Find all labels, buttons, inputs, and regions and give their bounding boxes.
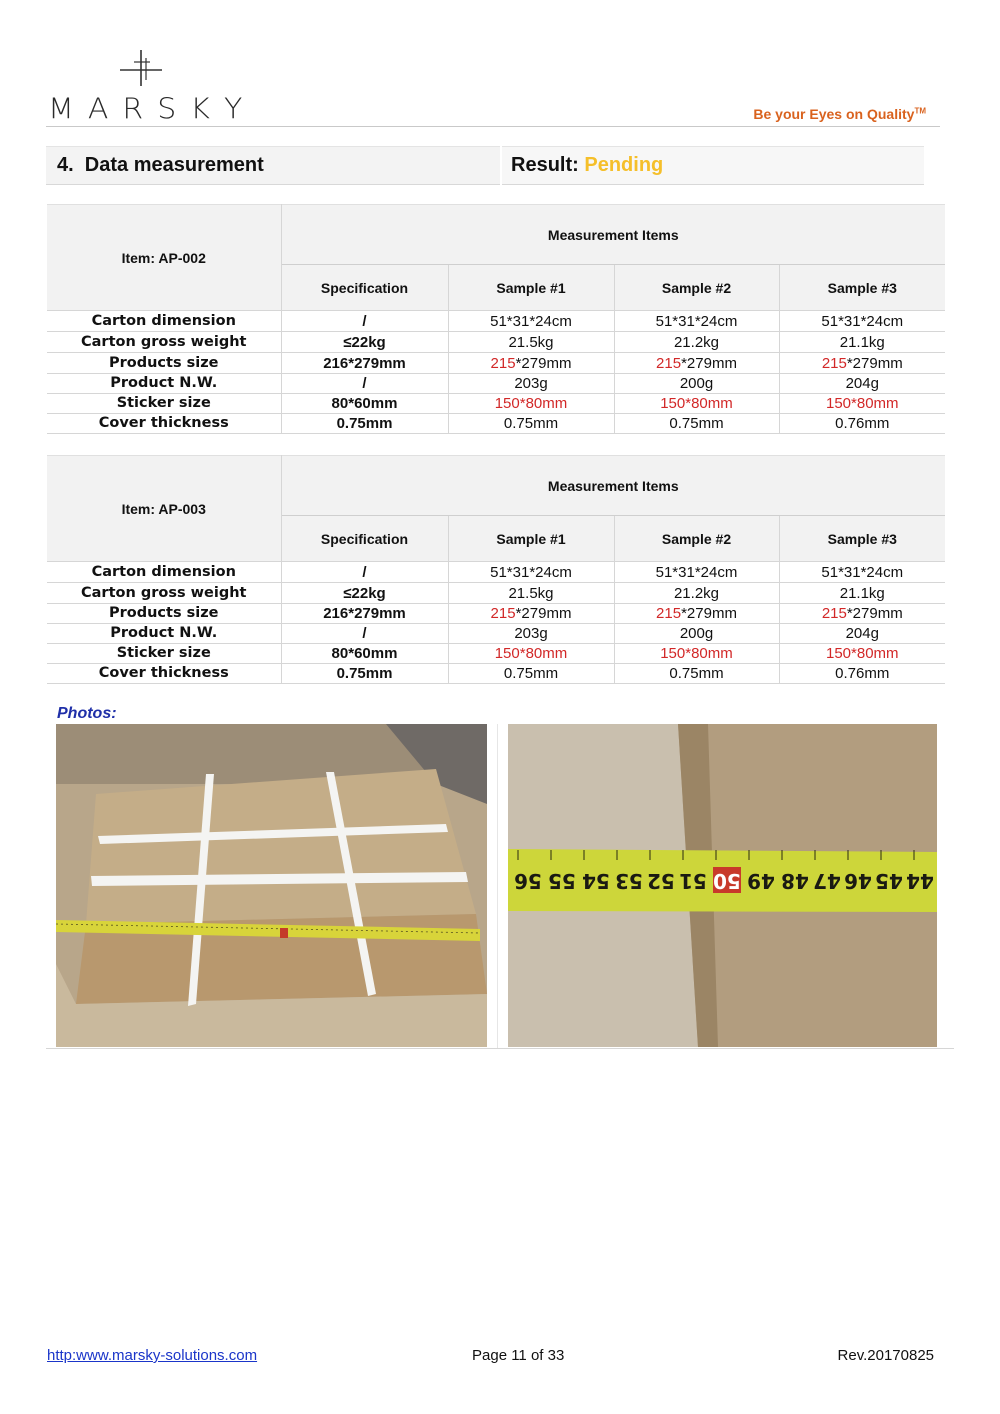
tape-number: 48	[781, 869, 809, 893]
table-row	[47, 332, 945, 353]
value-rest: *279mm	[681, 354, 737, 372]
sample-cell: 51*31*24cm	[614, 562, 779, 583]
row-label: Cover thickness	[47, 664, 281, 684]
sample-cell: 0.75mm	[448, 664, 614, 684]
sample-cell: 203g	[448, 624, 614, 644]
tape-number: 55	[548, 869, 576, 893]
sample-cell: 21.2kg	[614, 332, 779, 353]
sample-cell: 150*80mm	[779, 394, 945, 414]
spec-cell: 80*60mm	[281, 394, 448, 414]
spec-cell: 0.75mm	[281, 664, 448, 684]
out-of-spec-value: 215	[490, 605, 516, 622]
column-header: Sample #2	[614, 265, 779, 311]
sample-cell: 51*31*24cm	[614, 311, 779, 332]
column-header: Sample #1	[448, 516, 614, 562]
sample-cell	[614, 353, 779, 374]
sample-cell: 0.76mm	[779, 664, 945, 684]
row-label: Carton dimension	[47, 562, 281, 583]
value-rest: *279mm	[515, 605, 572, 622]
value-rest: *279mm	[681, 605, 737, 622]
spec-cell: ≤22kg	[281, 583, 448, 604]
spec-cell: ≤22kg	[281, 332, 448, 353]
sample-cell: 21.5kg	[448, 332, 614, 353]
spec-cell: 216*279mm	[281, 353, 448, 374]
header-divider	[46, 126, 940, 127]
revision: Rev.20170825	[837, 1347, 934, 1364]
row-label: Carton dimension	[47, 311, 281, 332]
out-of-spec-value: 215	[656, 605, 682, 622]
tape-number: 50	[713, 869, 741, 893]
result-label: Result:	[511, 154, 579, 176]
column-header: Sample #2	[614, 516, 779, 562]
table-row	[47, 353, 945, 374]
table-row	[47, 311, 945, 332]
section-title: 4. Data measurement	[57, 154, 264, 176]
sample-cell: 150*80mm	[448, 644, 614, 664]
sample-cell: 0.76mm	[779, 414, 945, 434]
tape-number: 53	[615, 869, 643, 893]
tagline-text: Be your Eyes on Quality	[753, 106, 915, 122]
sample-cell: 21.1kg	[779, 583, 945, 604]
row-label: Carton gross weight	[47, 583, 281, 604]
spec-cell: 0.75mm	[281, 414, 448, 434]
tape-number: 44	[906, 869, 934, 893]
table-row	[47, 414, 945, 434]
tape-number: 54	[582, 869, 610, 893]
measurement-items-header: Measurement Items	[281, 205, 945, 265]
tape-number: 45	[875, 869, 903, 893]
tape-number: 51	[679, 869, 707, 893]
sample-cell	[448, 353, 614, 374]
result-status: Pending	[584, 154, 664, 176]
sample-cell: 203g	[448, 374, 614, 394]
sample-cell: 51*31*24cm	[779, 562, 945, 583]
value-rest: *279mm	[846, 605, 903, 622]
spec-cell: /	[281, 562, 448, 583]
photos-divider	[497, 724, 498, 1048]
tagline	[753, 106, 926, 122]
tape-number: 49	[747, 869, 775, 893]
spec-cell: /	[281, 311, 448, 332]
sample-cell: 51*31*24cm	[448, 311, 614, 332]
value-rest: *279mm	[515, 354, 572, 372]
spec-cell: 216*279mm	[281, 604, 448, 624]
logo-wordmark: MARSKY	[48, 92, 257, 127]
page-number: Page 11 of 33	[472, 1347, 565, 1364]
section-result	[511, 154, 663, 177]
tape-measure-photo	[508, 724, 937, 1047]
column-header: Sample #1	[448, 265, 614, 311]
trademark-mark: TM	[914, 106, 926, 116]
sample-cell: 0.75mm	[614, 414, 779, 434]
sample-cell: 200g	[614, 374, 779, 394]
out-of-spec-value: 215	[821, 605, 847, 622]
row-label: Sticker size	[47, 644, 281, 664]
row-label: Product N.W.	[47, 624, 281, 644]
table-row	[47, 374, 945, 394]
sample-cell: 150*80mm	[779, 644, 945, 664]
value-rest: *279mm	[846, 354, 903, 372]
table-row	[47, 664, 945, 684]
table-row	[47, 394, 945, 414]
sample-cell: 21.5kg	[448, 583, 614, 604]
table-row	[47, 583, 945, 604]
sample-cell: 21.2kg	[614, 583, 779, 604]
measurement-table-ap-003	[47, 455, 945, 684]
item-label: Item: AP-003	[47, 456, 281, 562]
sample-cell	[448, 604, 614, 624]
table-row	[47, 604, 945, 624]
sample-cell: 0.75mm	[448, 414, 614, 434]
tape-number: 52	[647, 869, 675, 893]
spec-cell: /	[281, 624, 448, 644]
sample-cell: 150*80mm	[614, 394, 779, 414]
tape-number: 56	[514, 869, 542, 893]
tape-number: 47	[813, 869, 841, 893]
out-of-spec-value: 215	[821, 354, 847, 372]
out-of-spec-value: 215	[656, 354, 682, 372]
column-header: Sample #3	[779, 265, 945, 311]
row-label: Products size	[47, 604, 281, 624]
spec-cell: /	[281, 374, 448, 394]
row-label: Carton gross weight	[47, 332, 281, 353]
table-row	[47, 644, 945, 664]
sample-cell	[779, 604, 945, 624]
website-link[interactable]: http:www.marsky-solutions.com	[47, 1347, 258, 1364]
column-header: Sample #3	[779, 516, 945, 562]
sample-cell	[779, 353, 945, 374]
sample-cell: 200g	[614, 624, 779, 644]
sample-cell: 150*80mm	[614, 644, 779, 664]
measurement-items-header: Measurement Items	[281, 456, 945, 516]
sample-cell: 51*31*24cm	[779, 311, 945, 332]
row-label: Products size	[47, 353, 281, 374]
sample-cell: 150*80mm	[448, 394, 614, 414]
spec-cell: 80*60mm	[281, 644, 448, 664]
sample-cell: 204g	[779, 374, 945, 394]
row-label: Cover thickness	[47, 414, 281, 434]
sample-cell: 204g	[779, 624, 945, 644]
sample-cell: 51*31*24cm	[448, 562, 614, 583]
column-header: Specification	[281, 516, 448, 562]
sample-cell: 21.1kg	[779, 332, 945, 353]
item-label: Item: AP-002	[47, 205, 281, 311]
photos-label: Photos:	[57, 705, 117, 722]
sample-cell	[614, 604, 779, 624]
out-of-spec-value: 215	[490, 354, 516, 372]
tape-number: 46	[844, 869, 872, 893]
sample-cell: 0.75mm	[614, 664, 779, 684]
row-label: Product N.W.	[47, 374, 281, 394]
column-header: Specification	[281, 265, 448, 311]
table-row	[47, 624, 945, 644]
carton-photo	[56, 724, 487, 1047]
table-row	[47, 562, 945, 583]
measurement-table-ap-002	[47, 204, 945, 434]
row-label: Sticker size	[47, 394, 281, 414]
